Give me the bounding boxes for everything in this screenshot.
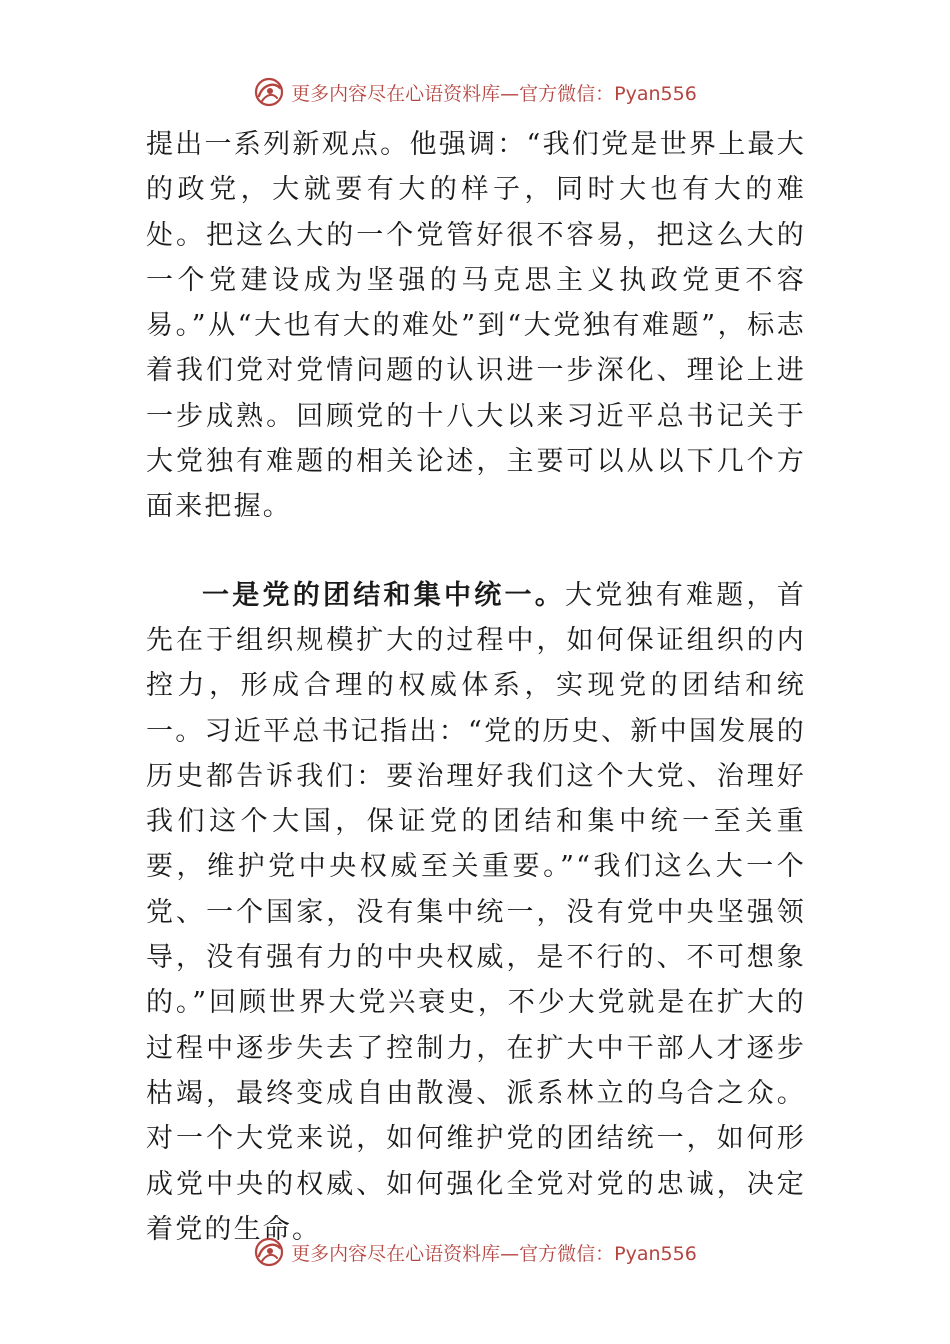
paragraph-2-text: 大党独有难题，首先在于组织规模扩大的过程中，如何保证组织的内控力，形成合理的权威体系，实现党的团结和统一。习近平总书记指出：“党的历史、新中国发展的历史都告诉我们：要治理好我们这个大党、治理好我们这个大国，保证党的团结和集中统一至关重要，维护党中央权威至关重要。”“我们这么大一个党、一个国家，没有集中统一，没有党中央坚强领导，没有强有力的中央权威，是不行的、不可想象的。”回顾世界大党兴衰史，不少大党就是在扩大的过程中逐步失去了控制力，在扩大中干部人才逐步枯竭，最终变成自由散漫、派系林立的乌合之众。对一个大党来说，如何维护党的团结统一，如何形成党中央的权威、如何强化全党对党的忠诚，决定着党的生命。 [146,579,806,1245]
document-body [146,122,806,1252]
paragraph-1: 提出一系列新观点。他强调：“我们党是世界上最大的政党，大就要有大的样子，同时大也有大的难处。把这么大的一个党管好很不容易，把这么大的一个党建设成为坚强的马克思主义执政党更不容易。”从“大也有大的难处”到“大党独有难题”，标志着我们党对党情问题的认识进一步深化、理论上进一步成熟。回顾党的十八大以来习近平总书记关于大党独有难题的相关论述，主要可以从以下几个方面来把握。 [146,129,806,523]
header-banner-text: 更多内容尽在心语资料库—官方微信：Pyan556 [291,82,697,105]
footer-banner [0,1232,950,1272]
header-banner [0,72,950,112]
red-swirl-logo-icon [253,76,285,108]
footer-banner-text: 更多内容尽在心语资料库—官方微信：Pyan556 [291,1242,697,1265]
red-swirl-logo-icon [253,1236,285,1268]
paragraph-2 [146,573,806,1252]
paragraph-2-lead: 一是党的团结和集中统一。 [202,579,566,611]
